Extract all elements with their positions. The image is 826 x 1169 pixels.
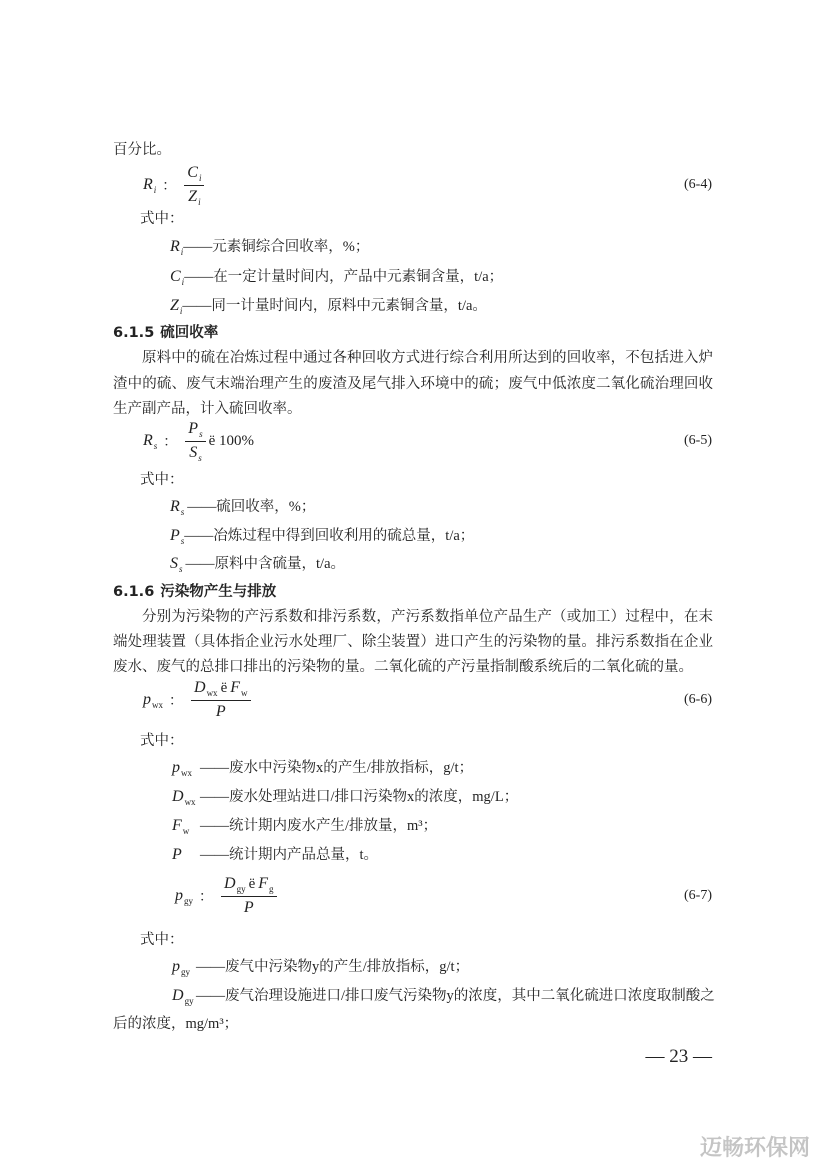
equation-6-7 <box>175 874 277 918</box>
variable-symbol: D <box>194 679 206 696</box>
variable <box>170 498 187 517</box>
variable-symbol: C <box>170 268 181 285</box>
variable-symbol: P <box>243 899 254 916</box>
variable-subscript: gy <box>184 896 193 906</box>
variable <box>172 817 200 836</box>
equation-lhs <box>175 887 193 905</box>
section-number: 6.1.5 <box>113 325 155 341</box>
fraction-denominator <box>216 701 226 722</box>
paragraph-line: 端处理装置（具体指企业污水处理厂、除尘装置）进口产生的污染物的量。排污系数指在企业 <box>113 634 713 650</box>
variable <box>170 238 183 257</box>
variable-subscript: i <box>198 172 202 183</box>
paragraph-line: 渣中的硫、废气末端治理产生的废渣及尾气排入环境中的硫；废气中低浓度二氧化硫治理回收 <box>113 376 713 392</box>
definition-row <box>170 498 315 517</box>
variable-subscript: i <box>180 247 184 257</box>
definition-text: ——冶炼过程中得到回收利用的硫总量，t/a； <box>184 528 475 544</box>
definition-text: ——硫回收率，%； <box>187 499 316 515</box>
variable-symbol: P <box>170 527 180 544</box>
definition-row <box>170 527 474 546</box>
equation-relation: ： <box>163 435 178 450</box>
variable-symbol: p <box>143 691 151 708</box>
definition-row <box>172 817 437 836</box>
definition-row <box>170 238 369 257</box>
variable <box>172 788 200 807</box>
variable-subscript: i <box>153 185 157 195</box>
definition-text: ——废水中污染物x的产生/排放指标，g/t； <box>200 760 474 776</box>
variable-subscript: s <box>199 428 203 439</box>
fraction-numerator <box>191 678 251 701</box>
variable-subscript: wx <box>181 768 192 778</box>
definition-text: ——统计期内产品总量，t。 <box>200 847 379 863</box>
variable-symbol: D <box>172 788 184 805</box>
page-number: — 23 — <box>645 1046 712 1067</box>
section-title: 污染物产生与排放 <box>160 584 277 600</box>
equation-6-5 <box>143 419 254 463</box>
where-label: 式中： <box>140 932 184 948</box>
equation-lhs <box>143 432 157 450</box>
definition-text: ——原料中含硫量，t/a。 <box>185 556 346 572</box>
variable-symbol: R <box>170 238 180 255</box>
fraction <box>191 678 251 722</box>
variable-symbol: P <box>215 703 226 720</box>
variable-symbol: Z <box>170 297 179 314</box>
variable-symbol: p <box>172 958 180 975</box>
definition-continuation: 后的浓度，mg/m³； <box>113 1016 239 1032</box>
variable-subscript: s <box>179 564 183 574</box>
variable-subscript: i <box>198 196 201 207</box>
variable-subscript: s <box>153 441 158 451</box>
variable-subscript: w <box>241 688 248 698</box>
variable <box>170 527 184 546</box>
definition-row <box>172 958 469 977</box>
definition-text: ——废气中污染物y的产生/排放指标，g/t； <box>196 959 470 975</box>
section-number: 6.1.6 <box>113 584 155 600</box>
definition-row <box>172 987 715 1006</box>
fraction <box>221 874 277 918</box>
variable-subscript: i <box>179 306 183 316</box>
variable <box>172 759 200 778</box>
variable-symbol: R <box>143 432 153 449</box>
equation-relation: ： <box>169 694 183 709</box>
variable-symbol: p <box>175 887 183 904</box>
definition-text: ——在一定计量时间内，产品中元素铜含量，t/a； <box>184 269 504 285</box>
definition-row <box>172 788 518 807</box>
fraction-denominator <box>189 442 202 464</box>
variable-subscript: wx <box>152 700 163 710</box>
variable-symbol: S <box>189 443 198 461</box>
definition-row <box>170 297 487 316</box>
variable-subscript: s <box>180 536 185 546</box>
variable <box>170 297 182 316</box>
variable-symbol: F <box>230 679 241 696</box>
intro-line: 百分比。 <box>113 142 171 158</box>
variable-subscript: g <box>269 884 274 894</box>
variable-subscript: gy <box>236 884 246 894</box>
equation-6-4 <box>143 163 204 207</box>
definition-row <box>172 759 473 778</box>
variable <box>170 268 184 287</box>
fraction-numerator <box>184 163 204 186</box>
variable-subscript: s <box>198 452 202 463</box>
fraction-denominator <box>244 897 254 918</box>
paragraph-line: 生产副产品，计入硫回收率。 <box>113 401 302 417</box>
definition-text: ——废水处理站进口/排口污染物x的浓度，mg/L； <box>200 789 519 805</box>
variable-symbol: R <box>170 498 180 515</box>
watermark: 迈畅环保网 <box>700 1136 811 1161</box>
operator: ë <box>248 876 256 892</box>
definition-text: ——元素铜综合回收率，%； <box>183 239 370 255</box>
equation-number: (6-5) <box>684 433 712 448</box>
section-heading-6-1-5 <box>113 324 218 342</box>
where-label: 式中： <box>140 733 184 749</box>
variable-subscript: s <box>180 507 185 517</box>
equation-multiplier: ë 100% <box>208 432 254 449</box>
equation-relation: ： <box>162 179 177 194</box>
paragraph-line: 分别为污染物的产污系数和排污系数，产污系数指单位产品生产（或加工）过程中，在末 <box>142 609 713 625</box>
variable-subscript: wx <box>184 797 196 807</box>
equation-relation: ： <box>199 890 213 905</box>
variable-symbol: F <box>258 875 269 892</box>
variable-symbol: D <box>224 875 236 892</box>
variable-subscript: gy <box>184 996 194 1006</box>
section-heading-6-1-6 <box>113 583 276 601</box>
variable-subscript: i <box>181 277 185 287</box>
equation-lhs <box>143 691 163 709</box>
variable <box>170 555 186 574</box>
variable <box>172 846 200 864</box>
equation-6-6 <box>143 678 251 722</box>
definition-text: ——统计期内废水产生/排放量，m³； <box>200 818 438 834</box>
definition-row <box>172 846 378 864</box>
fraction <box>184 163 204 208</box>
definition-text: ——同一计量时间内，原料中元素铜含量，t/a。 <box>182 298 487 314</box>
variable-symbol: S <box>170 555 178 572</box>
paragraph-line: 废水、废气的总排口排出的污染物的量。二氧化硫的产污量指制酸系统后的二氧化硫的量。 <box>113 659 693 675</box>
equation-number: (6-7) <box>684 888 712 903</box>
where-label: 式中： <box>140 472 184 488</box>
definition-text: ——废气治理设施进口/排口废气污染物y的浓度，其中二氧化硫进口浓度取制酸之 <box>196 988 715 1004</box>
variable-symbol: P <box>188 419 199 437</box>
definition-row <box>170 555 345 574</box>
section-title: 硫回收率 <box>160 325 219 341</box>
variable <box>172 958 196 977</box>
variable-symbol: Z <box>188 187 198 205</box>
variable-symbol: F <box>172 817 182 834</box>
fraction-numerator <box>185 419 205 442</box>
variable-symbol: D <box>172 987 184 1004</box>
operator: ë <box>220 680 228 696</box>
equation-number: (6-4) <box>684 177 712 192</box>
variable-subscript: wx <box>206 688 218 698</box>
variable-symbol: C <box>187 163 198 181</box>
variable-subscript: gy <box>181 967 190 977</box>
paragraph-line: 原料中的硫在冶炼过程中通过各种回收方式进行综合利用所达到的回收率，不包括进入炉 <box>142 350 713 366</box>
variable <box>172 987 196 1006</box>
fraction-numerator <box>221 874 277 897</box>
variable-subscript: w <box>182 826 190 836</box>
variable-symbol: P <box>172 846 182 863</box>
variable-symbol: p <box>172 759 180 776</box>
definition-row <box>170 268 503 287</box>
fraction <box>185 419 205 464</box>
variable-symbol: R <box>143 176 153 193</box>
fraction-denominator <box>188 186 200 208</box>
where-label: 式中： <box>140 211 184 227</box>
equation-number: (6-6) <box>684 692 712 707</box>
equation-lhs <box>143 176 156 194</box>
